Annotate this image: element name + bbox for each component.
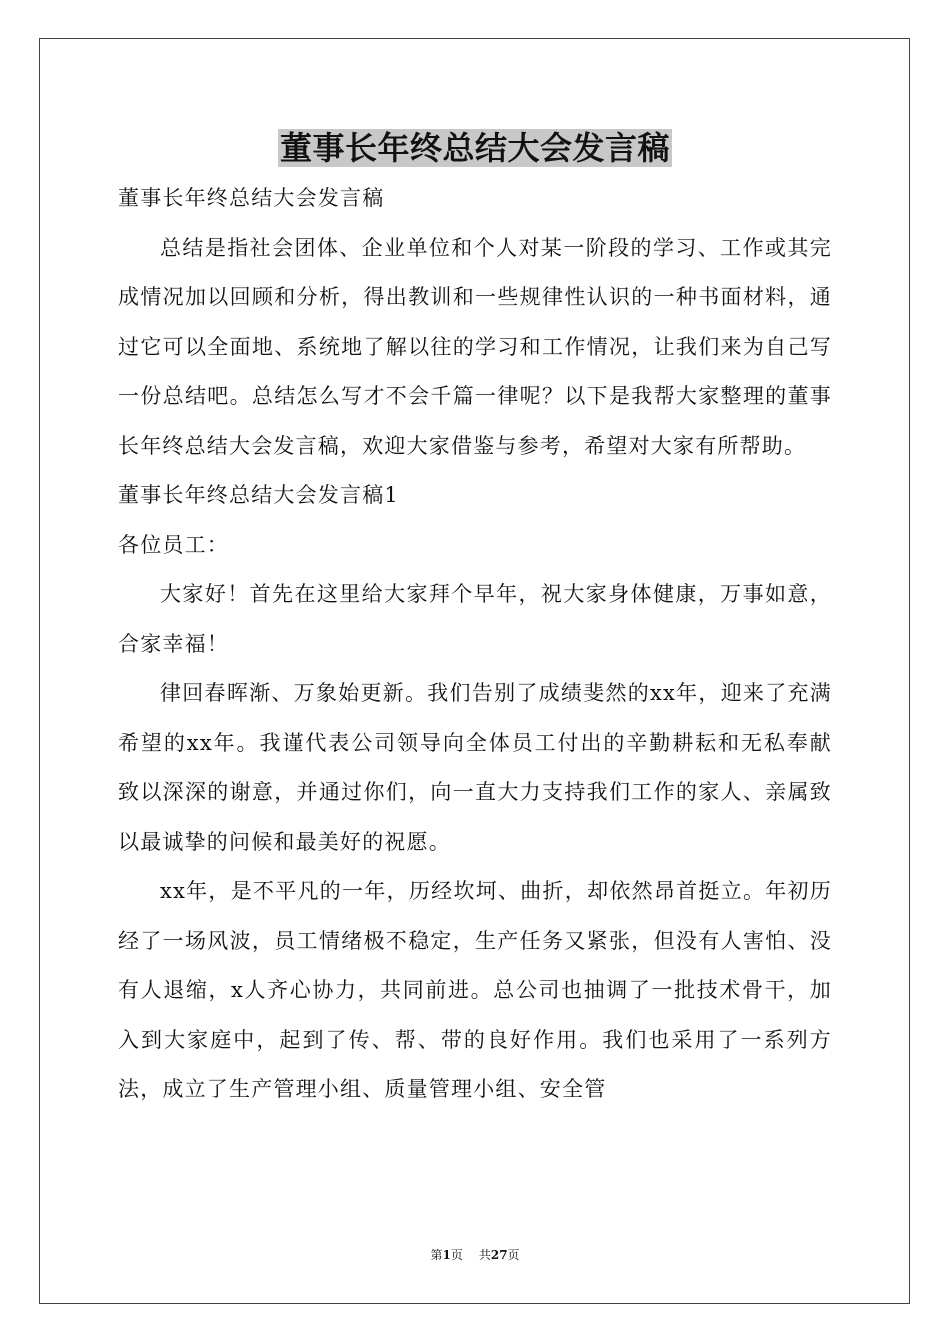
footer-total-prefix: 共 — [478, 1248, 491, 1262]
page-footer — [0, 1247, 950, 1263]
paragraph-section-heading: 董事长年终总结大会发言稿1 — [118, 483, 399, 507]
footer-page-total: 27 — [490, 1248, 508, 1262]
paragraph-salutation: 各位员工： — [118, 532, 229, 557]
paragraph-subtitle: 董事长年终总结大会发言稿 — [118, 186, 385, 210]
document-title — [0, 126, 950, 170]
document-title-text: 董事长年终总结大会发言稿 — [279, 129, 670, 167]
paragraph-greeting: 大家好！首先在这里给大家拜个早年，祝大家身体健康，万事如意，合家幸福！ — [118, 582, 832, 656]
paragraph-body-1: 律回春晖渐、万象始更新。我们告别了成绩斐然的xx年，迎来了充满希望的xx年。我谨代表公司领导向全体员工付出的辛勤耕耘和无私奉献致以深深的谢意，并通过你们，向一直大力支持我们工作的家人、亲属致以最诚挚的问候和最美好的祝愿。 — [118, 681, 832, 854]
document-body — [118, 174, 832, 1115]
paragraph-body-2: xx年，是不平凡的一年，历经坎坷、曲折，却依然昂首挺立。年初历经了一场风波，员工情绪极不稳定，生产任务又紧张，但没有人害怕、没有人退缩，x人齐心协力，共同前进。总公司也抽调了一批技术骨干，加入到大家庭中，起到了传、帮、带的良好作用。我们也采用了一系列方法，成立了生产管理小组、质量管理小组、安全管 — [118, 879, 832, 1101]
footer-page-suffix: 页 — [450, 1248, 463, 1262]
footer-page-current: 1 — [442, 1248, 451, 1262]
footer-total-suffix: 页 — [507, 1248, 520, 1262]
paragraph-intro: 总结是指社会团体、企业单位和个人对某一阶段的学习、工作或其完成情况加以回顾和分析，得出教训和一些规律性认识的一种书面材料，通过它可以全面地、系统地了解以往的学习和工作情况，让我们来为自己写一份总结吧。总结怎么写才不会千篇一律呢？以下是我帮大家整理的董事长年终总结大会发言稿，欢迎大家借鉴与参考，希望对大家有所帮助。 — [118, 235, 832, 458]
footer-page-prefix: 第 — [430, 1248, 443, 1262]
